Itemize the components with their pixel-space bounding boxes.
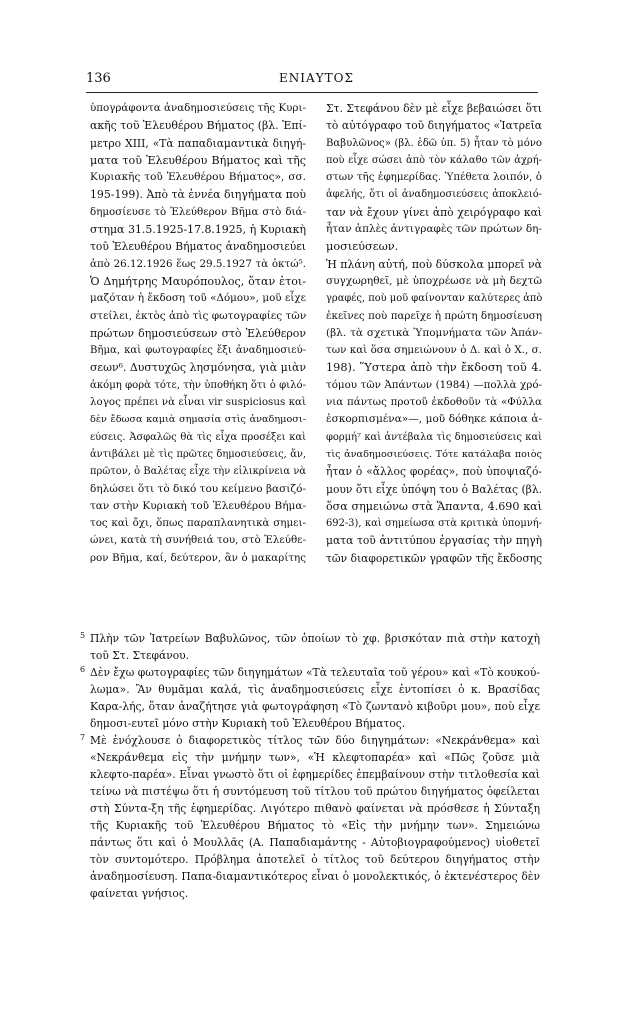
- text-line: ταν στὴν Κυριακὴ τοῦ Ἐλευθέρου Βήμα-: [90, 499, 306, 512]
- text-line: Βῆμα, καὶ φωτογραφίες ἔξι ἀναδημοσιεύ-: [90, 345, 306, 357]
- text-line: Ὁ Δημήτρης Μαυρόπουλος, ὅταν ἑτοι-: [90, 274, 306, 288]
- text-line: ακῆς τοῦ Ἐλευθέρου Βήματος (βλ. Ἐπί-: [90, 119, 307, 133]
- page-number: 136: [86, 71, 111, 86]
- text-line: ματα τοῦ ἀντιτύπου ἐργασίας τὴν πηγὴ: [326, 534, 542, 548]
- footnote-number: 5: [80, 631, 86, 640]
- text-line: ώνει, κατὰ τὴ συνήθειά του, στὸ Ἐλεύθε-: [90, 534, 306, 547]
- text-line: τόμου τῶν Ἀπάντων (1984) —πολλὰ χρό-: [326, 378, 542, 391]
- running-head: ΕΝΙΑΥΤΟΣ: [279, 71, 354, 85]
- footnote-7: [80, 732, 540, 902]
- text-line: ὑπογράφοντα ἀναδημοσιεύσεις τῆς Κυρι-: [90, 102, 306, 114]
- text-line: γραφές, ποὺ μοῦ φαίνονταν καλύτερες ἀπὸ: [326, 293, 543, 305]
- left-column: [90, 100, 306, 567]
- footnotes: [80, 630, 540, 902]
- text-line: δηλώσει ὅτι τὸ δικό του κείμενο βασιζό-: [90, 482, 306, 495]
- text-line: 198). Ὕστερα ἀπὸ τὴν ἔκδοση τοῦ 4.: [326, 361, 542, 375]
- text-line: μαζόταν ἡ ἔκδοση τοῦ «Δόμου», μοῦ εἶχε: [90, 292, 306, 305]
- text-line: ταν νὰ ἔχουν γίνει ἀπὸ χειρόγραφο καὶ: [326, 205, 542, 219]
- text-line: πρῶτον, ὁ Βαλέτας εἶχε τὴν εἰλικρίνεια νὰ: [90, 466, 306, 478]
- text-line: τοῦ Ἐλευθέρου Βήματος ἀναδημοσιεύει: [90, 240, 306, 254]
- text-line: ἐκεῖνες ποὺ παρεῖχε ἡ πρώτη δημοσίευση: [326, 309, 542, 322]
- text-line: ὅσα σημειώνω στὰ Ἅπαντα, 4.690 καὶ: [326, 499, 542, 513]
- text-line: δὲν ἔδωσα καμιὰ σημασία στὶς ἀναδημοσι-: [90, 414, 306, 426]
- text-line: πρώτων δημοσιεύσεων στὸ Ἐλεύθερον: [90, 326, 306, 340]
- text-line: εύσεις. Ἀσφαλῶς θὰ τὶς εἶχα προσέξει καὶ: [90, 431, 306, 443]
- footnote-text: Δὲν ἔχω φωτογραφίες τῶν διηγημάτων «Τὰ τελευταῖα τοῦ γέρου» καὶ «Τὸ κουκού-λωμα». Ἂν θυμᾶμαι καλά, τὶς ἀναδημοσιεύσεις εἶχε ἐντοπίσει ὁ κ. Βρασίδας Καρα-λής, ὅταν ἀναζήτησε γιὰ φωτογράφηση «Τὸ ζωντανὸ κιβοῦρι μου», ποὺ εἶχε δημοσι-ευτεῖ μόνο στὴν Κυριακὴ τοῦ Ἐλευθέρου Βήματος.: [90, 666, 540, 730]
- text-line: στείλει, ἐκτὸς ἀπὸ τὶς φωτογραφίες τῶν: [90, 309, 307, 322]
- footnote-number: 7: [80, 733, 86, 742]
- text-line: ἀντιβάλει μὲ τὶς πρῶτες δημοσιεύσεις, ἄν,: [90, 448, 306, 460]
- text-line: στων τῆς ἐφημερίδας. Ὑπέθετα λοιπόν, ὁ: [326, 171, 542, 184]
- text-line: τῶν διαφορετικῶν γραφῶν τῆς ἔκδοσης: [326, 551, 543, 565]
- text-line: συγχωρηθεῖ, μὲ ὑποχρέωσε νὰ μὴ δεχτῶ: [326, 274, 542, 287]
- text-line: 692-3), καὶ σημείωσα στὰ κριτικὰ ὑπομνή-: [326, 518, 542, 530]
- right-column-text: [326, 100, 542, 567]
- text-line: ρον Βῆμα, καί, δεύτερον, ἂν ὁ μακαρίτης: [90, 551, 306, 564]
- text-line: Βαβυλῶνος» (βλ. ἐδῶ ὑπ. 5) ἦταν τὸ μόνο: [326, 137, 542, 149]
- text-line: τος καὶ ὄχι, ὅπως παραπλανητικὰ σημει-: [90, 517, 306, 530]
- text-line: νια πάντως προτοῦ ἐκδοθοῦν τὰ «Φύλλα: [326, 396, 542, 409]
- left-column-text: [90, 100, 306, 567]
- text-line: των καὶ ὅσα σημειώνουν ὁ Δ. καὶ ὁ Χ., σ.: [326, 344, 542, 357]
- text-line: λογος πρέπει νὰ εἶναι vir suspiciosus καὶ: [90, 396, 306, 409]
- footnote-text: Μὲ ἐνόχλουσε ὁ διαφορετικὸς τίτλος τῶν δύο διηγημάτων: «Νεκράνθεμα» καὶ «Νεκράνθεμα εἰς τὴν μνήμην των», «Ἡ κλεφτοπαρέα» καὶ «Πῶς ζοῦσε μιὰ κλεφτο-παρέα». Εἶναι γνωστὸ ὅτι οἱ ἐφημερίδες ἐπεμβαίνουν στὴν τιτλοθεσία καὶ τείνω νὰ πιστέψω ὅτι ἡ συντόμευση τοῦ τίτλου τοῦ πρώτου διηγήματος ὀφείλεται στὴ Σύντα-ξη τῆς ἐφημερίδας. Λιγότερο πιθανὸ φαίνεται νὰ πρόσθεσε ἡ Σύνταξη τῆς Κυριακῆς τοῦ Ἐλευθέρου Βήματος τὸ «Εἰς τὴν μνήμην των». Σημειώνω πάντως ὅτι καὶ ὁ Μουλλᾶς (Α. Παπαδιαμάντης - Αὐτοβιογραφούμενος) υἱοθετεῖ τὸν συντομότερο. Πρόβλημα ἀποτελεῖ ὁ τίτλος τοῦ δεύτερου διηγήματος στὴν ἀναδημοσίευση. Παπα-διαμαντικότερος εἶναι ὁ μονολεκτικός, ὁ ἐκτενέστερος δὲν φαίνεται γνήσιος.: [90, 734, 540, 900]
- text-line: μετρο XIII, «Τὰ παπαδιαμαντικὰ διηγή-: [90, 136, 306, 150]
- text-line: Στ. Στεφάνου δὲν μὲ εἶχε βεβαιώσει ὅτι: [326, 102, 542, 115]
- text-line: τὶς ἀναδημοσιεύσεις. Τότε κατάλαβα ποιὸς: [326, 448, 542, 460]
- right-column: [326, 100, 542, 567]
- text-line: ἀπὸ 26.12.1926 ἕως 29.5.1927 τὰ ὀκτώ⁵.: [90, 257, 306, 270]
- text-line: μοσιεύσεων.: [326, 240, 399, 254]
- text-line: στημα 31.5.1925-17.8.1925, ἡ Κυριακὴ: [90, 223, 306, 237]
- text-line: ματα τοῦ Ἐλευθέρου Βήματος καὶ τῆς: [90, 153, 306, 167]
- text-line: Κυριακῆς τοῦ Ἐλευθέρου Βήματος», σσ.: [90, 171, 306, 184]
- text-line: ποὺ εἶχε σώσει ἀπὸ τὸν κάλαθο τῶν ἀχρή-: [326, 154, 542, 166]
- text-line: ἀφελής, ὅτι οἱ ἀναδημοσιεύσεις ἀποκλειό-: [326, 189, 542, 201]
- text-line: ἦταν ἁπλὲς ἀντιγραφὲς τῶν πρώτων δη-: [326, 223, 542, 236]
- text-line: ἀκόμη φορὰ τότε, τὴν ὑποθήκη ὅτι ὁ φιλό-: [90, 379, 306, 391]
- footnote-number: 6: [80, 665, 86, 674]
- text-line: σεων⁶. Δυστυχῶς λησμόνησα, γιὰ μιὰν: [90, 361, 306, 375]
- text-line: ἦταν ὁ «ἄλλος φορέας», ποὺ ὑποψιαζό-: [326, 465, 542, 479]
- text-line: τὸ αὐτόγραφο τοῦ διηγήματος «Ἰατρεῖα: [326, 119, 542, 133]
- text-line: 195-199). Ἀπὸ τὰ ἐννέα διηγήματα ποὺ: [90, 188, 306, 202]
- text-line: (βλ. τὰ σχετικὰ Ὑπομνήματα τῶν Ἀπάν-: [326, 326, 542, 339]
- header-rule: [86, 92, 538, 93]
- footnote-5: [80, 630, 540, 664]
- text-line: ἐσκορπισμένα»—, μοῦ δόθηκε κάποια ἀ-: [326, 413, 542, 426]
- text-line: φορμή⁷ καὶ ἀντέβαλα τὶς δημοσιεύσεις καὶ: [326, 431, 542, 443]
- footnote-text: Πλὴν τῶν Ἰατρείων Βαβυλῶνος, τῶν ὁποίων τὸ χφ. βρισκόταν πιὰ στὴν κατοχὴ τοῦ Στ. Στεφάνου.: [90, 632, 540, 662]
- text-line: Ἡ πλάνη αὐτή, ποὺ δύσκολα μπορεῖ νὰ: [326, 257, 542, 271]
- text-line: μουν ὅτι εἶχε ὑπόψη του ὁ Βαλέτας (βλ.: [326, 482, 542, 496]
- text-line: δημοσίευσε τὸ Ἐλεύθερον Βῆμα στὸ διά-: [90, 205, 306, 218]
- footnote-6: [80, 664, 540, 732]
